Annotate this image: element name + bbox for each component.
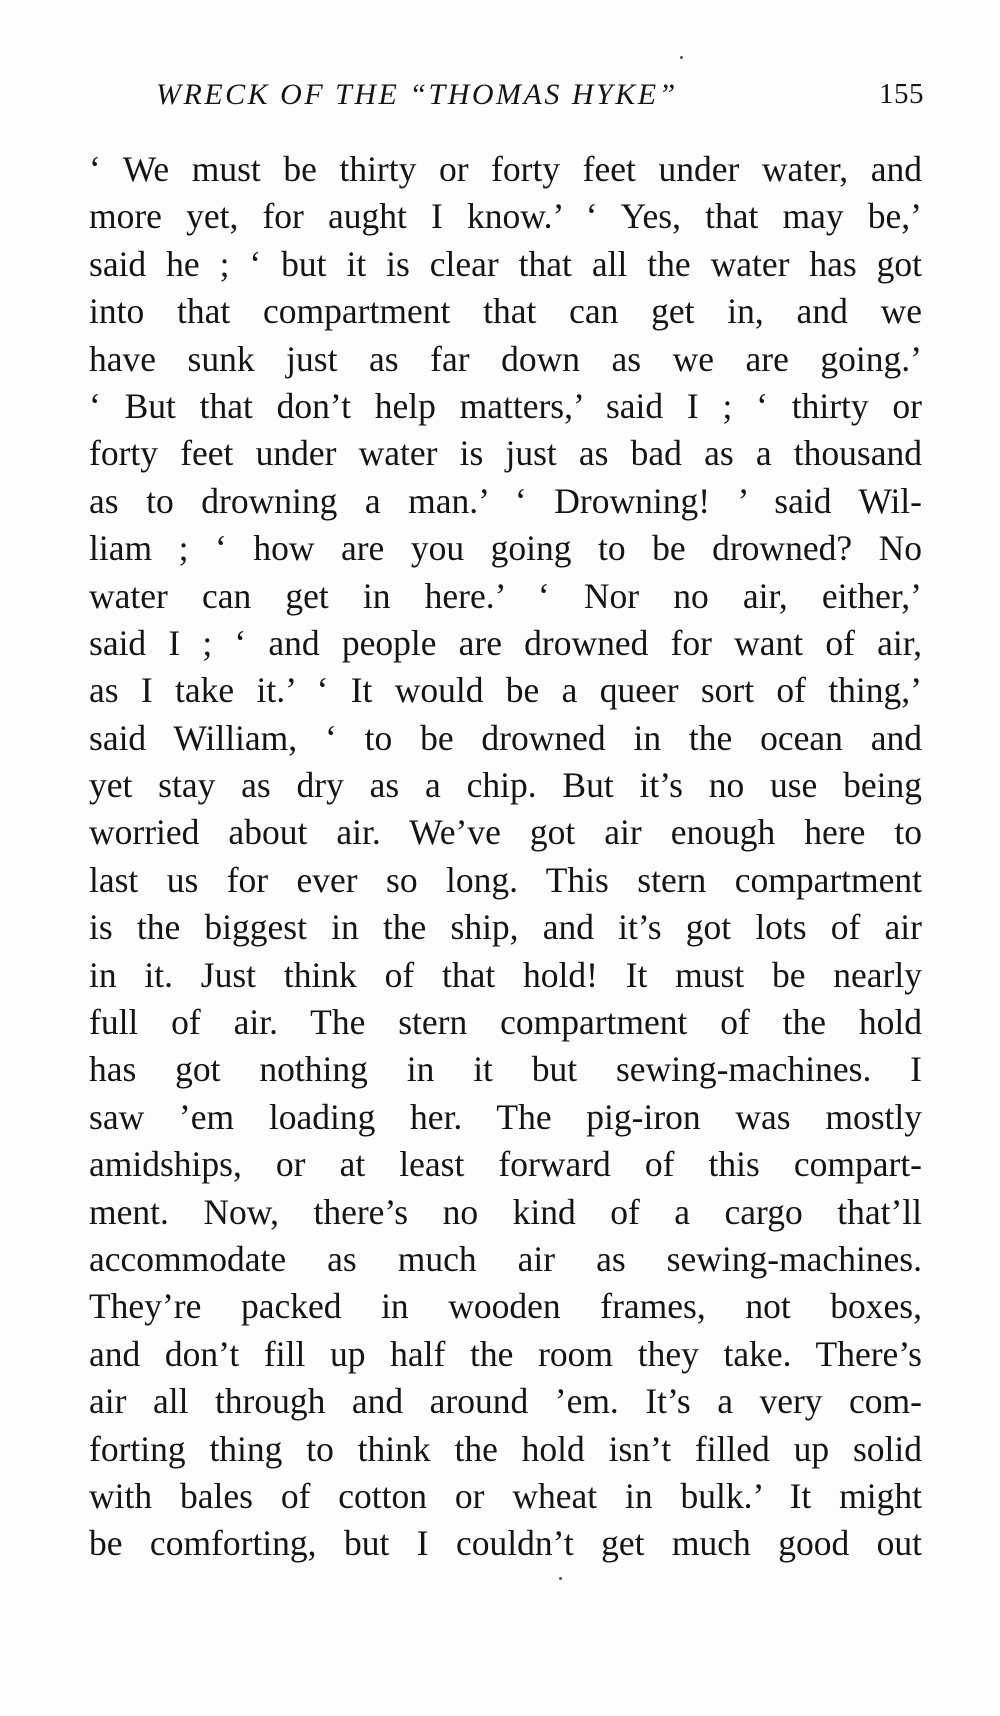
text-line: ‘ But that don’t help matters,’ said I ; ‘ thirty or bbox=[89, 385, 922, 426]
text-line: liam ; ‘ how are you going to be drowned? No bbox=[89, 528, 922, 569]
text-line: said I ; ‘ and people are drowned for want of air, bbox=[89, 622, 922, 663]
text-line: has got nothing in it but sewing-machines. I bbox=[89, 1049, 922, 1090]
text-line: said he ; ‘ but it is clear that all the water has got bbox=[89, 243, 922, 284]
page-header bbox=[148, 78, 924, 126]
text-line: more yet, for aught I know.’ ‘ Yes, that may be,’ bbox=[89, 196, 922, 237]
text-line: ment. Now, there’s no kind of a cargo that’ll bbox=[89, 1191, 922, 1232]
top-printer-mark bbox=[680, 56, 683, 59]
text-line: saw ’em loading her. The pig-iron was mostly bbox=[89, 1096, 922, 1137]
bottom-printer-mark bbox=[559, 1577, 562, 1580]
text-line: into that compartment that can get in, and we bbox=[89, 291, 922, 332]
text-line: be comforting, but I couldn’t get much good out bbox=[89, 1523, 922, 1564]
text-line: with bales of cotton or wheat in bulk.’ It might bbox=[89, 1475, 922, 1516]
text-line: forting thing to think the hold isn’t filled up solid bbox=[89, 1428, 922, 1469]
text-line: have sunk just as far down as we are going.’ bbox=[89, 338, 922, 379]
text-line: worried about air. We’ve got air enough here to bbox=[89, 812, 922, 853]
text-line: as to drowning a man.’ ‘ Drowning! ’ said Wil- bbox=[89, 480, 922, 521]
text-line: water can get in here.’ ‘ Nor no air, either,’ bbox=[89, 575, 922, 616]
text-line: They’re packed in wooden frames, not boxes, bbox=[89, 1286, 922, 1327]
body-text bbox=[89, 146, 922, 1568]
text-line: in it. Just think of that hold! It must be nearly bbox=[89, 954, 922, 995]
running-head: WRECK OF THE “THOMAS HYKE” bbox=[156, 78, 678, 111]
text-line: yet stay as dry as a chip. But it’s no use being bbox=[89, 765, 922, 806]
text-line: ‘ We must be thirty or forty feet under water, and bbox=[89, 149, 922, 189]
text-line: is the biggest in the ship, and it’s got lots of air bbox=[89, 907, 922, 948]
text-line: amidships, or at least forward of this compart- bbox=[89, 1144, 922, 1185]
text-line: and don’t fill up half the room they take. There’s bbox=[89, 1333, 922, 1374]
text-line: last us for ever so long. This stern compartment bbox=[89, 859, 922, 900]
text-line: said William, ‘ to be drowned in the ocean and bbox=[89, 717, 922, 758]
text-line: accommodate as much air as sewing-machines. bbox=[89, 1238, 922, 1279]
text-line: as I take it.’ ‘ It would be a queer sort of thing,’ bbox=[89, 670, 922, 711]
page-number: 155 bbox=[879, 78, 924, 110]
text-line: full of air. The stern compartment of the hold bbox=[89, 1002, 922, 1043]
text-line: forty feet under water is just as bad as a thousand bbox=[89, 433, 922, 474]
text-line: air all through and around ’em. It’s a very com- bbox=[89, 1381, 922, 1422]
